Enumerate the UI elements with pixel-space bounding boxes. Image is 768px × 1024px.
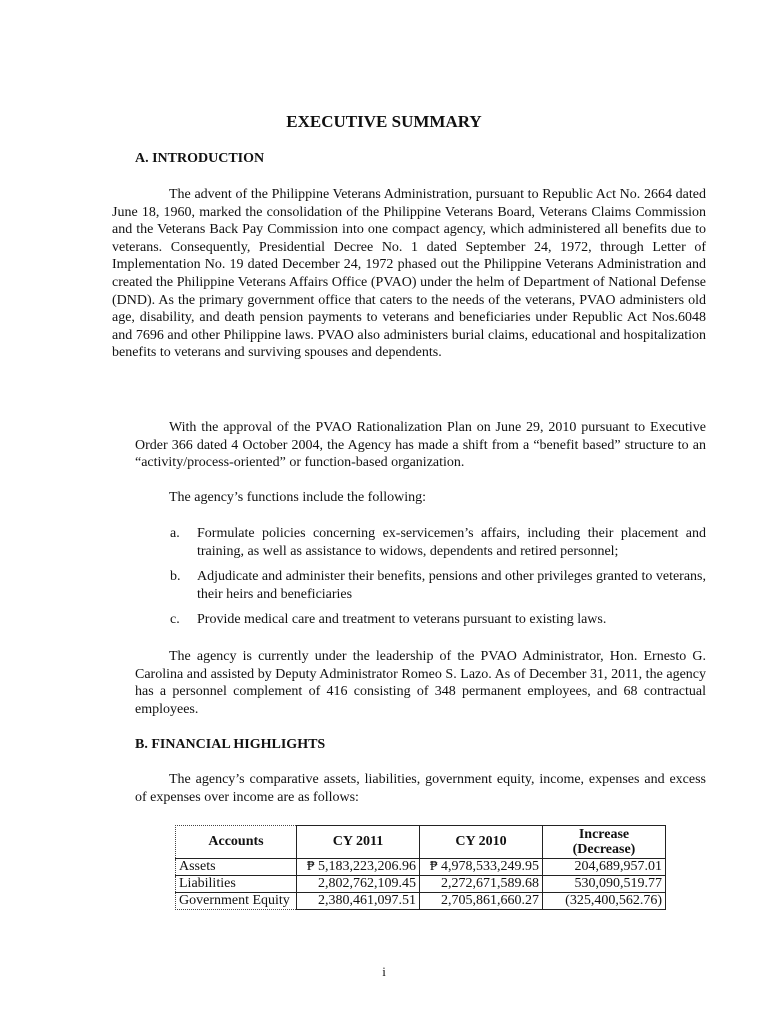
cell-cy2010: 2,705,861,660.27	[420, 893, 543, 910]
table-row	[176, 876, 666, 893]
intro-paragraph-1: The advent of the Philippine Veterans Administration, pursuant to Republic Act No. 2664 dated June 18, 1960, marked the consolidation of the Philippine Veterans Board, Veterans Claims Commission and the Veterans Back Pay Commission into one compact agency, which administered all benefits due to veterans. Consequently, Presidential Decree No. 1 dated September 24, 1972, through Letter of Implementation No. 19 dated December 24, 1972 phased out the Philippine Veterans Administration and created the Philippine Veterans Affairs Office (PVAO) under the helm of Department of National Defense (DND). As the primary government office that caters to the needs of the veterans, PVAO administers old age, disability, and death pension payments to veterans and beneficiaries under Republic Act Nos.6048 and 7696 and other Philippine laws. PVAO also administers burial claims, educational and hospitalization benefits to veterans and surviving spouses and dependents.	[112, 187, 706, 361]
list-text: Adjudicate and administer their benefits, pensions and other privileges granted to veterans, their heirs and beneficiaries	[197, 569, 706, 602]
financial-intro-paragraph: The agency’s comparative assets, liabilities, government equity, income, expenses and excess of expenses over income are as follows:	[135, 772, 706, 805]
intro-paragraph-2: With the approval of the PVAO Rationalization Plan on June 29, 2010 pursuant to Executive Order 366 dated 4 October 2004, the Agency has made a shift from a “benefit based” structure to an “activity/process-oriented” or function-based organization.	[135, 420, 706, 471]
intro-paragraph-4: The agency is currently under the leadership of the PVAO Administrator, Hon. Ernesto G. Carolina and assisted by Deputy Administrator Romeo S. Lazo. As of December 31, 2011, the agency has a personnel complement of 416 consisting of 348 permanent employees, and 68 contractual employees.	[135, 649, 706, 717]
section-a-heading: A. INTRODUCTION	[135, 151, 265, 166]
section-b-heading: B. FINANCIAL HIGHLIGHTS	[135, 737, 326, 752]
cell-account: Assets	[176, 859, 297, 876]
header-decrease: (Decrease)	[572, 842, 636, 857]
list-text: Formulate policies concerning ex-servicemen’s affairs, including their placement and training, as well as assistance to widows, dependents and retired personnel;	[197, 526, 706, 559]
cell-cy2010: 2,272,671,589.68	[420, 876, 543, 893]
header-increase: Increase	[578, 827, 630, 842]
page-title: EXECUTIVE SUMMARY	[286, 112, 482, 131]
table-row	[176, 859, 666, 876]
cell-account: Liabilities	[176, 876, 297, 893]
header-cy2011: CY 2011	[297, 826, 420, 859]
cell-cy2011: 2,802,762,109.45	[297, 876, 420, 893]
table-header-row	[176, 826, 666, 859]
cell-cy2011: ₱ 5,183,223,206.96	[297, 859, 420, 876]
cell-cy2010: ₱ 4,978,533,249.95	[420, 859, 543, 876]
list-marker: a.	[170, 526, 180, 541]
cell-change: 530,090,519.77	[543, 876, 666, 893]
cell-account: Government Equity	[176, 893, 297, 910]
header-increase-decrease	[543, 826, 666, 859]
header-accounts: Accounts	[176, 826, 297, 859]
page-number: i	[382, 964, 386, 979]
financial-highlights-table	[175, 825, 666, 910]
list-marker: b.	[170, 569, 181, 584]
cell-change: 204,689,957.01	[543, 859, 666, 876]
list-text: Provide medical care and treatment to veterans pursuant to existing laws.	[197, 612, 607, 627]
header-cy2010: CY 2010	[420, 826, 543, 859]
table-row	[176, 893, 666, 910]
list-marker: c.	[170, 612, 180, 627]
intro-paragraph-3: The agency’s functions include the following:	[169, 490, 426, 505]
cell-cy2011: 2,380,461,097.51	[297, 893, 420, 910]
cell-change: (325,400,562.76)	[543, 893, 666, 910]
